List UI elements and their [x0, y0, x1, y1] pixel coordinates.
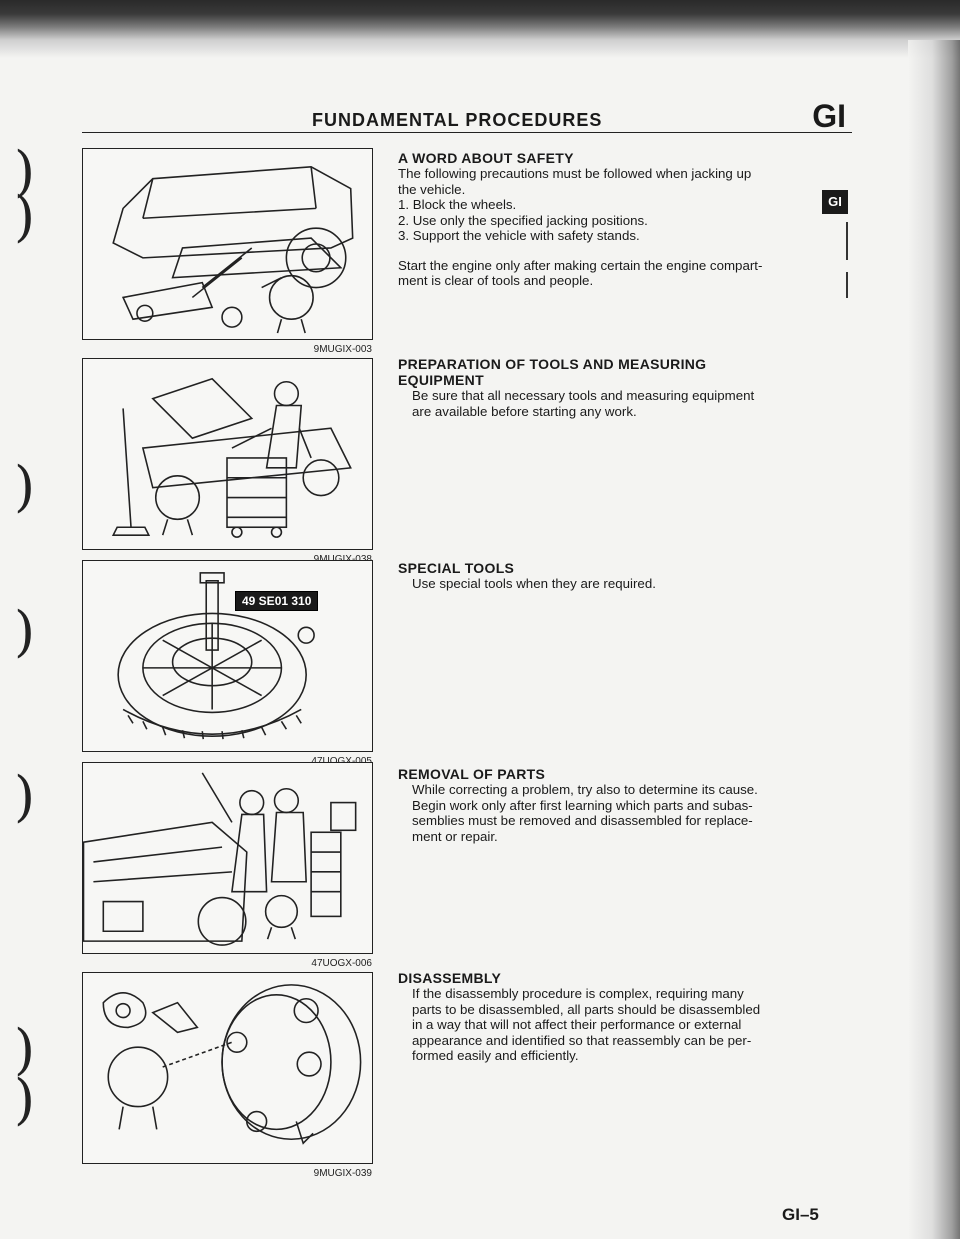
body-line: are available before starting any work. — [412, 403, 637, 419]
body-line: Use special tools when they are required. — [412, 576, 656, 591]
body-line: ment is clear of tools and people. — [398, 273, 594, 288]
figure-jacking — [82, 148, 373, 355]
scan-shadow-top — [0, 0, 960, 58]
section-title: PREPARATION OF TOOLS AND MEASURING — [398, 356, 707, 372]
body-line: The following precautions must be followed when jacking up — [398, 166, 752, 181]
page-title: FUNDAMENTAL PROCEDURES — [312, 110, 603, 130]
figure-code: 9MUGIX-003 — [313, 344, 372, 355]
body-line: formed easily and efficiently. — [412, 1048, 579, 1063]
body-line: semblies must be removed and disassembled for replace- — [412, 813, 753, 828]
section-title: REMOVAL OF PARTS — [398, 766, 546, 782]
page-number: GI–5 — [782, 1205, 819, 1224]
figure-removal — [82, 762, 373, 969]
section-title: EQUIPMENT — [398, 372, 484, 388]
figure-tools — [82, 358, 373, 550]
disassembly-illustration — [83, 973, 372, 1163]
body-line: Start the engine only after making certain the engine compart- — [398, 257, 763, 273]
section-special-tools — [398, 560, 850, 592]
binder-mark: ) — [14, 455, 36, 518]
section-title: A WORD ABOUT SAFETY — [398, 150, 574, 166]
figure-special-tool — [82, 560, 373, 752]
body-line: parts to be disassembled, all parts should be disassembled — [412, 1001, 761, 1017]
body-line: appearance and identified so that reassembly can be per- — [412, 1032, 752, 1048]
step-item: 1. Block the wheels. — [398, 197, 517, 212]
body-line: Begin work only after first learning which parts and subas- — [412, 797, 753, 813]
binder-mark: ) — [14, 140, 36, 203]
binder-mark: ) — [14, 1018, 36, 1081]
figure-code: 9MUGIX-039 — [313, 1168, 372, 1179]
section-title: SPECIAL TOOLS — [398, 560, 515, 576]
figure-code: 47UOGX-006 — [311, 958, 372, 969]
page-header — [82, 98, 852, 134]
jacking-illustration — [83, 149, 372, 339]
step-item: 2. Use only the specified jacking positions. — [398, 212, 648, 228]
part-number-label: 49 SE01 310 — [235, 591, 318, 611]
step-item: 3. Support the vehicle with safety stands. — [398, 228, 640, 243]
binder-mark: ) — [14, 765, 36, 828]
section-tab[interactable]: GI — [822, 190, 848, 214]
figure-disassembly — [82, 972, 373, 1179]
binder-mark: ) — [14, 600, 36, 663]
body-line: If the disassembly procedure is complex, requiring many — [412, 986, 744, 1001]
body-line: While correcting a problem, try also to determine its cause. — [412, 782, 758, 797]
binder-mark: ) — [14, 1068, 36, 1131]
section-removal — [398, 766, 850, 844]
tools-illustration — [83, 359, 372, 549]
removal-illustration — [83, 763, 372, 953]
body-line: in a way that will not affect their performance or external — [412, 1017, 742, 1032]
section-code: GI — [812, 98, 846, 134]
binder-mark: ) — [14, 185, 36, 248]
section-title: DISASSEMBLY — [398, 970, 502, 986]
section-disassembly — [398, 970, 850, 1064]
section-safety — [398, 150, 850, 289]
body-line: the vehicle. — [398, 181, 466, 197]
body-line: ment or repair. — [412, 828, 498, 844]
scan-shadow-right — [908, 40, 960, 1239]
body-line: Be sure that all necessary tools and measuring equipment — [412, 388, 755, 403]
special-tool-illustration — [83, 561, 372, 751]
section-preparation — [398, 356, 850, 419]
